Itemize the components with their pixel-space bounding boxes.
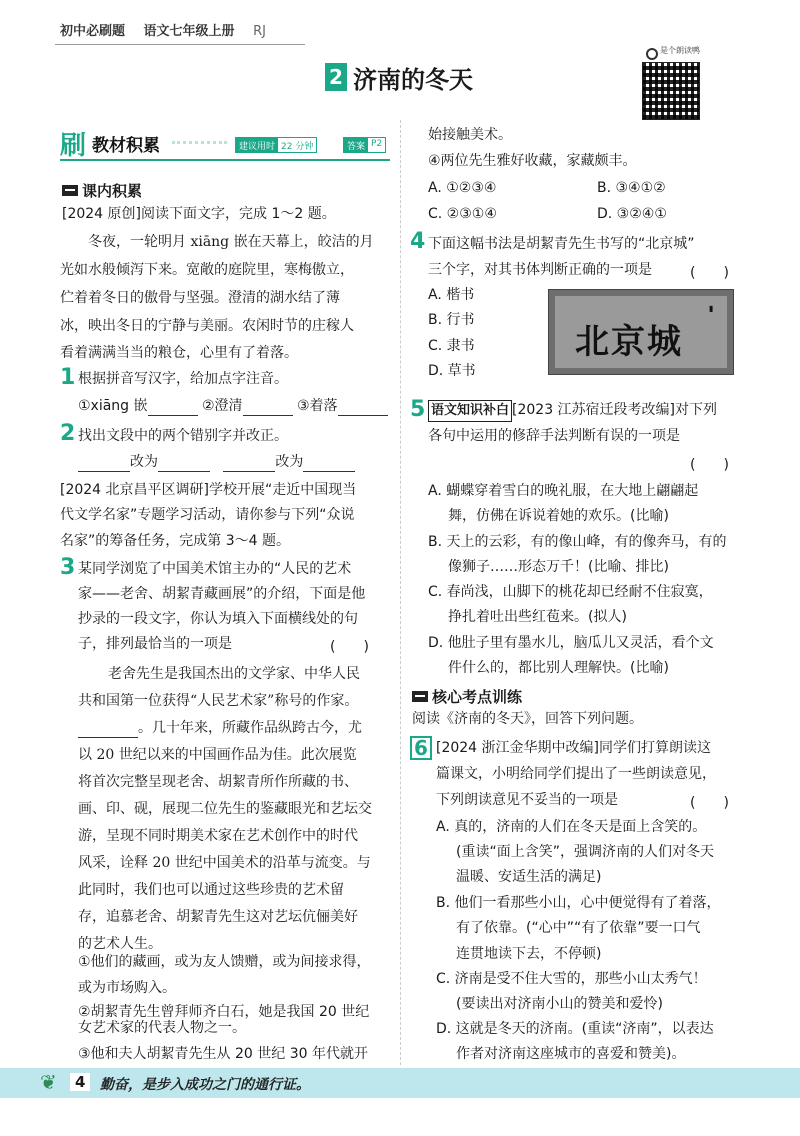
choice-b-cont: 有了依靠。(“心中”“有了依靠”要一口气 — [456, 920, 701, 936]
q3-passage-line: 老舍先生是我国杰出的文学家、中华人民 — [108, 666, 360, 682]
banner-dots — [172, 141, 227, 144]
choice-b-cont: 像狮子……形态万千！(比喻、排比) — [448, 559, 669, 575]
question-3-text: 某同学浏览了中国美术馆主办的“人民的艺术 — [78, 561, 352, 577]
question-1-text: 根据拼音写汉字，给加点字注音。 — [78, 371, 288, 387]
choice-d-cont: 作者对济南这座城市的喜爱和赞美)。 — [456, 1046, 686, 1062]
calligraphy-text: 北京城 — [575, 322, 683, 362]
choice-b[interactable]: B. 行书 — [428, 312, 475, 328]
q3-option: ①他们的藏画，或为友人馈赠，或为间接求得， — [78, 954, 371, 970]
banner-rule — [60, 159, 390, 161]
q3-passage-line: 画、印、砚，展现二位先生的鉴藏眼光和艺坛交 — [78, 801, 372, 817]
choice-a[interactable]: A. 楷书 — [428, 287, 475, 303]
choice-b[interactable]: B. 他们一看那些小山，心中便觉得有了着落， — [436, 895, 721, 911]
question-3-text: 抄录的一段文字，你认为填入下面横线处的句 — [78, 611, 358, 627]
calligraphy-image — [548, 289, 734, 375]
question-6-text: [2024 浙江金华期中改编]同学们打算朗读这 — [436, 740, 712, 756]
intro-1: [2024 原创]阅读下面文字，完成 1～2 题。 — [62, 206, 336, 222]
q3-passage-line: 风采，诠释 20 世纪中国美术的沿革与流变。与 — [78, 855, 371, 871]
choice-b[interactable]: B. ③④①② — [597, 180, 666, 196]
passage-line: 伫着着冬日的傲骨与坚强。澄清的湖水结了薄 — [60, 290, 340, 306]
choice-b-cont: 连贯地读下去，不停顿) — [456, 946, 602, 962]
knowledge-tag: 语文知识补白 — [428, 400, 512, 422]
answer-paren[interactable]: ( ) — [330, 639, 369, 655]
choice-c-cont: (要读出对济南小山的赞美和爱怜) — [456, 996, 663, 1012]
question-6-text: 下列朗读意见不妥当的一项是 — [436, 792, 618, 808]
answer-blank[interactable] — [303, 458, 355, 472]
choice-b[interactable]: B. 天上的云彩，有的像山峰，有的像奔马，有的 — [428, 534, 727, 550]
answer-blank[interactable] — [158, 458, 210, 472]
edition-label: RJ — [253, 24, 266, 39]
running-header — [60, 20, 760, 44]
choice-a-cont: 温暖、安适生活的满足) — [456, 869, 602, 885]
lesson-title-text: 济南的冬天 — [353, 65, 473, 94]
answer-blank[interactable] — [78, 458, 130, 472]
answer-blank[interactable] — [148, 402, 198, 416]
intro-2-line: 代文学名家”专题学习活动，请你参与下列“众说 — [60, 507, 355, 523]
page-footer — [0, 1068, 800, 1098]
passage-line: 光如水般倾泻下来。宽敞的庭院里，寒梅傲立， — [60, 262, 354, 278]
question-4-text: 下面这幅书法是胡絜青先生书写的“北京城” — [428, 236, 695, 252]
answer-blank[interactable] — [78, 724, 138, 738]
subject-title: 语文七年级上册 — [143, 24, 235, 39]
shua-logo: 刷 — [60, 131, 87, 161]
passage-line: 冬夜，一轮明月 xiāng 嵌在天幕上，皎洁的月 — [88, 234, 374, 250]
section-2-intro: 阅读《济南的冬天》，回答下列问题。 — [412, 711, 643, 727]
choice-d[interactable]: D. 草书 — [428, 363, 476, 379]
q3-option-final: ③他和夫人胡絜青先生从 20 世纪 30 年代就开 — [78, 1046, 368, 1062]
qr-label: 是个朗读鸭 — [660, 46, 700, 55]
section-banner — [60, 125, 390, 161]
answer-badge: 答案 P2 — [343, 137, 386, 153]
answer-blank[interactable] — [243, 402, 293, 416]
question-number-1: 1 — [60, 365, 76, 390]
section-head-2: 核心考点训练 — [412, 686, 522, 707]
choice-c[interactable]: C. 隶书 — [428, 338, 475, 354]
choice-a-cont: 舞，仿佛在诉说着她的欢乐。(比喻) — [448, 508, 669, 524]
answer-paren[interactable]: ( ) — [690, 795, 729, 811]
question-3-text: 家——老舍、胡絜青藏画展”的介绍，下面是他 — [78, 586, 366, 602]
column-divider — [400, 120, 401, 1065]
choice-c[interactable]: C. 济南是受不住大雪的，那些小山太秀气！ — [436, 971, 707, 987]
q3-passage-line: 游，呈现不同时期美术家在艺术创作中的时代 — [78, 828, 358, 844]
question-6-text: 篇课文，小明给同学们提出了一些朗读意见， — [436, 766, 716, 782]
intro-2-line: [2024 北京昌平区调研]学校开展“走近中国现当 — [60, 482, 357, 498]
q3-option: 女艺术家的代表人物之一。 — [78, 1020, 246, 1036]
q3-passage-line: 的艺术人生。 — [78, 936, 162, 952]
footer-motto: 勤奋，是步入成功之门的通行证。 — [100, 1077, 310, 1093]
intro-2-line: 名家”的筹备任务，完成第 3～4 题。 — [60, 533, 290, 549]
choice-a[interactable]: A. 蝴蝶穿着雪白的晚礼服，在大地上翩翩起 — [428, 483, 699, 499]
question-number-5: 5 — [410, 397, 426, 422]
qr-code[interactable] — [642, 62, 700, 120]
passage-line: 冰，映出冬日的宁静与美丽。农闲时节的庄稼人 — [60, 318, 354, 334]
question-number-2: 2 — [60, 421, 76, 446]
section-icon — [62, 185, 78, 196]
choice-c[interactable]: C. 春尚浅，山脚下的桃花却已经耐不住寂寞， — [428, 584, 713, 600]
q3-continued: 始接触美术。 — [428, 127, 512, 143]
answer-blank[interactable] — [223, 458, 275, 472]
q3-passage-line: 将首次完整呈现老舍、胡絜青所作所藏的书、 — [78, 774, 358, 790]
question-4-text: 三个字，对其书体判断正确的一项是 — [428, 262, 652, 278]
question-5-text: 语文知识补白 [2023 江苏宿迁段考改编]对下列 — [428, 400, 717, 422]
q3-option: 或为市场购入。 — [78, 980, 176, 996]
q3-passage-line: 以 20 世纪以来的中国画作品为佳。此次展览 — [78, 747, 357, 763]
question-2-text: 找出文段中的两个错别字并改正。 — [78, 428, 288, 444]
q3-passage-line: 共和国第一位获得“人民艺术家”称号的作家。 — [78, 693, 359, 709]
question-2-blanks: 改为 改为 — [78, 452, 355, 472]
question-number-6: 6 — [410, 736, 432, 760]
choice-d[interactable]: D. ③②④① — [597, 206, 667, 222]
lesson-number: 2 — [325, 63, 347, 91]
choice-a[interactable]: A. ①②③④ — [428, 180, 497, 196]
banner-title: 教材积累 — [92, 136, 160, 156]
choice-c[interactable]: C. ②③①④ — [428, 206, 497, 222]
question-number-4: 4 — [410, 229, 426, 254]
signature-seal: ▮ — [709, 304, 714, 313]
answer-paren[interactable]: ( ) — [690, 265, 729, 281]
choice-c-cont: 挣扎着吐出些红苞来。(拟人) — [448, 609, 627, 625]
headphone-icon — [646, 48, 658, 60]
page-number: 4 — [70, 1073, 90, 1091]
q3-passage-line: 。几十年来，所藏作品纵跨古今，尤 — [78, 718, 362, 738]
choice-d[interactable]: D. 他肚子里有墨水儿，脑瓜儿又灵活，看个文 — [428, 635, 714, 651]
question-1-items: ①xiāng 嵌 ②澄清 ③着落 — [78, 396, 388, 416]
choice-a-cont: (重读“面上含笑”，强调济南的人们对冬天 — [456, 844, 714, 860]
time-badge: 建议用时 22 分钟 — [235, 137, 317, 153]
choice-a[interactable]: A. 真的，济南的人们在冬天是面上含笑的。 — [436, 819, 707, 835]
leaf-icon: ❦ — [40, 1070, 57, 1094]
series-title: 初中必刷题 — [60, 24, 126, 39]
answer-blank[interactable] — [338, 402, 388, 416]
header-rule — [55, 44, 305, 45]
q3-passage-line: 此同时，我们也可以通过这些珍贵的艺术留 — [78, 882, 344, 898]
section-head-1: 课内积累 — [62, 180, 142, 201]
choice-d-cont: 件什么的，都比别人理解快。(比喻) — [448, 660, 669, 676]
answer-paren[interactable]: ( ) — [690, 457, 729, 473]
question-3-text: 子，排列最恰当的一项是 — [78, 636, 232, 652]
section-icon — [412, 691, 428, 702]
question-number-3: 3 — [60, 555, 76, 580]
lesson-title — [325, 60, 473, 94]
choice-d[interactable]: D. 这就是冬天的济南。(重读“济南”，以表达 — [436, 1021, 714, 1037]
q3-option: ④两位先生雅好收藏，家藏颇丰。 — [428, 153, 637, 169]
passage-line: 看着满满当当的粮仓，心里有了着落。 — [60, 345, 298, 361]
question-5-text: 各句中运用的修辞手法判断有误的一项是 — [428, 428, 680, 444]
q3-passage-line: 存，追慕老舍、胡絜青先生这对艺坛伉俪美好 — [78, 909, 358, 925]
q3-option: ②胡絜青先生曾拜师齐白石，她是我国 20 世纪 — [78, 1004, 370, 1020]
